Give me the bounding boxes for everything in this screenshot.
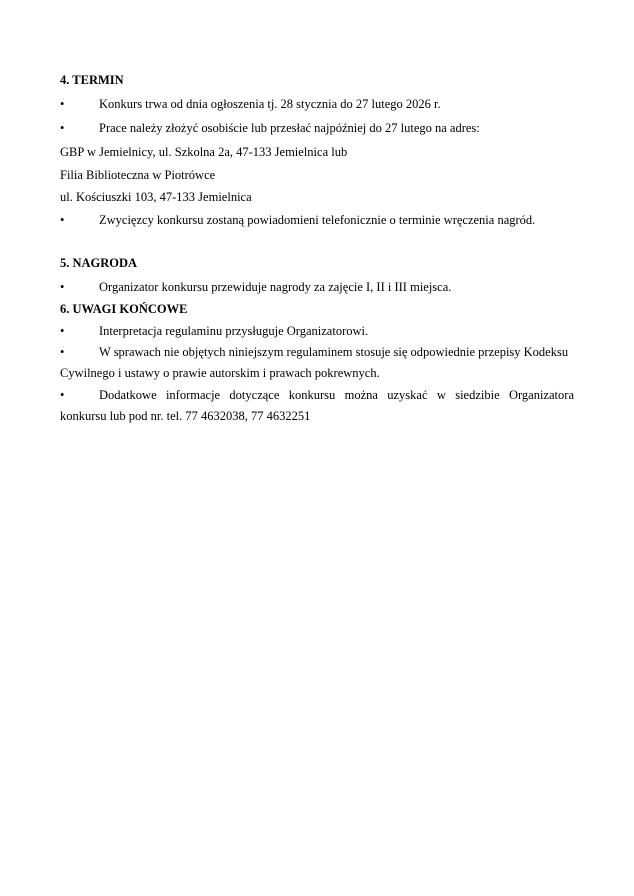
bullet: •: [60, 324, 65, 338]
address-line-1: GBP w Jemielnicy, ul. Szkolna 2a, 47-133 Jemielnica lub: [60, 145, 348, 159]
bullet: •: [60, 121, 65, 135]
section-6-heading: 6. UWAGI KOŃCOWE: [60, 302, 188, 316]
section-6-item-3-line-2: konkursu lub pod nr. tel. 77 4632038, 77 4632251: [60, 409, 311, 423]
section-4-item-2: Prace należy złożyć osobiście lub przesłać najpóźniej do 27 lutego na adres:: [99, 121, 480, 135]
bullet: •: [60, 97, 65, 111]
section-6-item-1: Interpretacja regulaminu przysługuje Organizatorowi.: [99, 324, 369, 338]
section-6-item-3-line-1: Dodatkowe informacje dotyczące konkursu można uzyskać w siedzibie Organizatora: [99, 388, 574, 402]
address-line-2: Filia Biblioteczna w Piotrówce: [60, 168, 216, 182]
bullet: •: [60, 388, 65, 402]
bullet: •: [60, 213, 65, 227]
address-line-3: ul. Kościuszki 103, 47-133 Jemielnica: [60, 190, 252, 204]
section-6-item-2-line-2: Cywilnego i ustawy o prawie autorskim i prawach pokrewnych.: [60, 366, 380, 380]
section-5-heading: 5. NAGRODA: [60, 256, 138, 270]
section-4-item-1: Konkurs trwa od dnia ogłoszenia tj. 28 stycznia do 27 lutego 2026 r.: [99, 97, 441, 111]
section-5-item-1: Organizator konkursu przewiduje nagrody za zajęcie I, II i III miejsca.: [99, 280, 452, 294]
section-4-heading: 4. TERMIN: [60, 73, 124, 87]
section-4-item-3: Zwycięzcy konkursu zostaną powiadomieni telefonicznie o terminie wręczenia nagród.: [99, 213, 536, 227]
bullet: •: [60, 345, 65, 359]
bullet: •: [60, 280, 65, 294]
section-6-item-2-line-1: W sprawach nie objętych niniejszym regulaminem stosuje się odpowiednie przepisy Kodeksu: [99, 345, 569, 359]
